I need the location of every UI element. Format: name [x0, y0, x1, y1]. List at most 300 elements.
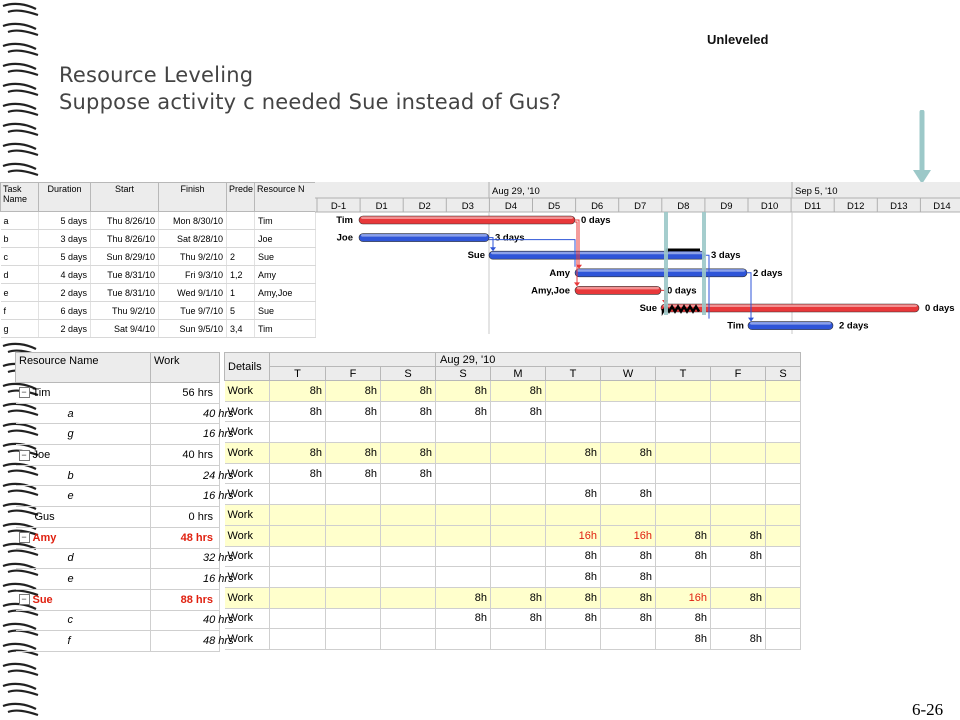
task-name-cell[interactable]: c	[1, 248, 39, 266]
task-duration-cell[interactable]: 2 days	[39, 320, 91, 338]
resource-work-cell[interactable]: 56 hrs	[151, 383, 220, 404]
work-hours-cell[interactable]	[601, 505, 656, 526]
work-hours-cell[interactable]	[711, 567, 766, 588]
work-hours-cell[interactable]	[381, 629, 436, 650]
gantt-arrow-icon	[748, 318, 754, 322]
task-duration-cell[interactable]: 3 days	[39, 230, 91, 248]
work-hours-cell[interactable]	[766, 484, 801, 505]
day-column-header[interactable]: F	[711, 367, 766, 381]
resource-name-cell[interactable]	[16, 445, 151, 466]
task-name-cell[interactable]: a	[1, 212, 39, 230]
task-row[interactable]	[1, 248, 316, 266]
collapse-toggle-icon[interactable]: −	[19, 387, 30, 398]
work-hours-cell[interactable]	[601, 629, 656, 650]
day-column-header[interactable]: F	[326, 367, 381, 381]
resource-row[interactable]	[16, 507, 220, 528]
detail-label: Work	[225, 443, 270, 464]
work-hours-cell[interactable]: 8h	[326, 443, 381, 464]
work-hours-cell[interactable]	[491, 567, 546, 588]
col-details[interactable]: Details	[225, 353, 270, 381]
task-resource-cell[interactable]: Tim	[255, 212, 316, 230]
work-hours-cell[interactable]	[381, 422, 436, 443]
resource-name-cell[interactable]	[16, 465, 151, 486]
resource-work-cell[interactable]: 32 hrs	[151, 548, 220, 569]
collapse-toggle-icon[interactable]: −	[19, 594, 30, 605]
task-start-cell[interactable]: Sat 9/4/10	[91, 320, 159, 338]
gantt-slack-label: 3 days	[495, 232, 525, 244]
task-predecessor-cell[interactable]: 3,4	[227, 320, 255, 338]
resource-name-text: e	[67, 490, 74, 503]
work-hours-cell[interactable]: 8h	[711, 629, 766, 650]
work-hours-cell[interactable]: 8h	[546, 546, 601, 567]
work-hours-cell[interactable]	[270, 422, 326, 443]
work-hours-cell[interactable]	[326, 546, 381, 567]
work-hours-cell[interactable]: 8h	[491, 401, 546, 422]
week-label-aug29: Aug 29, '10	[436, 353, 801, 367]
spiral-ring	[3, 104, 38, 115]
work-hours-cell[interactable]	[766, 443, 801, 464]
task-start-cell[interactable]: Tue 8/31/10	[91, 266, 159, 284]
gantt-resource-label: Sue	[467, 250, 485, 262]
gantt-day-label: D6	[591, 201, 604, 212]
gantt-day-label: D7	[634, 201, 647, 212]
work-hours-cell[interactable]	[491, 443, 546, 464]
work-hours-cell[interactable]	[656, 484, 711, 505]
work-hours-cell[interactable]	[546, 422, 601, 443]
task-finish-cell[interactable]: Tue 9/7/10	[159, 302, 227, 320]
col-predecessors[interactable]: Prede	[227, 183, 255, 212]
resource-usage-table	[15, 352, 234, 652]
work-hours-cell[interactable]	[656, 443, 711, 464]
task-row[interactable]	[1, 230, 316, 248]
gantt-day-label: D-1	[330, 201, 347, 212]
gantt-day-label: D14	[933, 201, 951, 212]
task-predecessor-cell[interactable]: 1	[227, 284, 255, 302]
spiral-ring	[3, 44, 38, 55]
detail-label: Work	[225, 505, 270, 526]
task-duration-cell[interactable]: 2 days	[39, 284, 91, 302]
resource-work-cell[interactable]: 40 hrs	[151, 445, 220, 466]
task-name-cell[interactable]: b	[1, 230, 39, 248]
resource-work-cell[interactable]: 16 hrs	[151, 486, 220, 507]
work-hours-cell[interactable]: 8h	[656, 525, 711, 546]
work-hours-cell[interactable]	[546, 401, 601, 422]
gantt-day-label: D9	[720, 201, 733, 212]
day-column-header[interactable]: T	[656, 367, 711, 381]
work-hours-cell[interactable]	[381, 608, 436, 629]
work-hours-cell[interactable]	[656, 463, 711, 484]
resource-row[interactable]	[16, 383, 220, 404]
work-hours-cell[interactable]	[436, 443, 491, 464]
resource-work-cell[interactable]: 48 hrs	[151, 527, 220, 548]
detail-label: Work	[225, 587, 270, 608]
work-hours-cell[interactable]: 8h	[546, 443, 601, 464]
work-hours-cell[interactable]	[766, 463, 801, 484]
work-hours-cell[interactable]: 8h	[491, 587, 546, 608]
gantt-resource-label: Amy	[549, 267, 570, 279]
work-hours-cell[interactable]	[436, 546, 491, 567]
task-row[interactable]	[1, 284, 316, 302]
assignment-row[interactable]	[16, 610, 220, 631]
work-hours-cell[interactable]	[270, 608, 326, 629]
assignment-row[interactable]	[16, 424, 220, 445]
work-hours-cell[interactable]	[766, 567, 801, 588]
work-hours-cell[interactable]: 8h	[436, 587, 491, 608]
work-hours-cell[interactable]	[766, 401, 801, 422]
work-hours-cell[interactable]	[656, 422, 711, 443]
resource-name-text: c	[67, 614, 73, 627]
task-finish-cell[interactable]: Sat 8/28/10	[159, 230, 227, 248]
work-hours-cell[interactable]	[766, 525, 801, 546]
spiral-ring	[3, 144, 38, 155]
work-hours-cell[interactable]	[436, 525, 491, 546]
resource-work-cell[interactable]: 16 hrs	[151, 424, 220, 445]
work-hours-cell[interactable]: 8h	[601, 443, 656, 464]
work-hours-cell[interactable]: 8h	[656, 546, 711, 567]
day-column-header[interactable]: T	[270, 367, 326, 381]
work-hours-cell[interactable]: 8h	[656, 608, 711, 629]
task-row[interactable]	[1, 302, 316, 320]
work-hours-cell[interactable]	[326, 525, 381, 546]
work-hours-cell[interactable]	[381, 567, 436, 588]
work-hours-cell[interactable]	[326, 505, 381, 526]
task-table-header	[1, 183, 316, 212]
work-hours-cell[interactable]: 8h	[601, 608, 656, 629]
work-hours-cell[interactable]: 8h	[601, 567, 656, 588]
work-hours-cell[interactable]: 8h	[270, 463, 326, 484]
work-hours-cell[interactable]: 8h	[546, 587, 601, 608]
work-hours-cell[interactable]: 8h	[326, 463, 381, 484]
task-resource-cell[interactable]: Amy	[255, 266, 316, 284]
day-column-header[interactable]: S	[766, 367, 801, 381]
resource-name-cell[interactable]	[16, 589, 151, 610]
usage-row	[225, 422, 801, 443]
work-hours-cell[interactable]: 8h	[491, 381, 546, 402]
assignment-row[interactable]	[16, 548, 220, 569]
work-hours-cell[interactable]	[601, 422, 656, 443]
work-hours-cell[interactable]: 8h	[436, 608, 491, 629]
detail-label: Work	[225, 567, 270, 588]
resource-name-text: Joe	[32, 448, 51, 461]
gantt-week-label: Aug 29, '10	[492, 186, 540, 197]
resource-name-cell[interactable]	[16, 527, 151, 548]
work-hours-cell[interactable]: 16h	[546, 525, 601, 546]
task-start-cell[interactable]: Thu 8/26/10	[91, 230, 159, 248]
work-hours-cell[interactable]	[766, 381, 801, 402]
work-hours-cell[interactable]: 8h	[711, 546, 766, 567]
work-hours-cell[interactable]: 8h	[270, 381, 326, 402]
work-hours-cell[interactable]	[546, 381, 601, 402]
work-hours-cell[interactable]	[546, 463, 601, 484]
title-line-1: Resource Leveling	[59, 63, 254, 87]
work-hours-cell[interactable]	[326, 629, 381, 650]
work-hours-cell[interactable]	[546, 629, 601, 650]
task-predecessor-cell[interactable]: 1,2	[227, 266, 255, 284]
work-hours-cell[interactable]	[601, 381, 656, 402]
resource-name-text: Gus	[34, 510, 55, 523]
col-task-name[interactable]: Task Name	[1, 183, 39, 212]
task-predecessor-cell[interactable]	[227, 230, 255, 248]
detail-label: Work	[225, 629, 270, 650]
usage-row	[225, 505, 801, 526]
work-hours-cell[interactable]: 8h	[546, 608, 601, 629]
work-hours-cell[interactable]	[766, 505, 801, 526]
task-duration-cell[interactable]: 5 days	[39, 212, 91, 230]
work-hours-cell[interactable]	[656, 381, 711, 402]
task-start-cell[interactable]: Thu 8/26/10	[91, 212, 159, 230]
work-hours-cell[interactable]	[270, 525, 326, 546]
work-hours-cell[interactable]	[491, 505, 546, 526]
work-hours-cell[interactable]	[711, 484, 766, 505]
task-row[interactable]	[1, 320, 316, 338]
gantt-day-label: D13	[890, 201, 908, 212]
work-hours-cell[interactable]	[711, 401, 766, 422]
work-hours-cell[interactable]	[270, 587, 326, 608]
task-predecessor-cell[interactable]: 2	[227, 248, 255, 266]
col-work[interactable]: Work	[151, 353, 220, 383]
day-column-header[interactable]: T	[546, 367, 601, 381]
assignment-row[interactable]	[16, 465, 220, 486]
resource-work-cell[interactable]: 24 hrs	[151, 465, 220, 486]
work-hours-cell[interactable]: 16h	[601, 525, 656, 546]
task-row[interactable]	[1, 266, 316, 284]
work-hours-cell[interactable]	[766, 546, 801, 567]
task-name-cell[interactable]: d	[1, 266, 39, 284]
work-hours-cell[interactable]	[326, 587, 381, 608]
work-hours-cell[interactable]	[711, 463, 766, 484]
work-hours-cell[interactable]	[656, 567, 711, 588]
col-start[interactable]: Start	[91, 183, 159, 212]
spiral-ring	[3, 704, 38, 715]
work-hours-cell[interactable]: 8h	[436, 401, 491, 422]
work-hours-cell[interactable]: 8h	[326, 381, 381, 402]
work-hours-cell[interactable]	[711, 505, 766, 526]
work-hours-cell[interactable]	[381, 525, 436, 546]
task-finish-cell[interactable]: Sun 9/5/10	[159, 320, 227, 338]
resource-name-cell[interactable]	[16, 610, 151, 631]
work-hours-cell[interactable]	[381, 505, 436, 526]
work-hours-cell[interactable]	[491, 629, 546, 650]
work-hours-cell[interactable]: 8h	[270, 443, 326, 464]
spiral-ring	[3, 684, 38, 695]
work-hours-cell[interactable]: 8h	[381, 463, 436, 484]
work-hours-cell[interactable]	[766, 422, 801, 443]
work-hours-cell[interactable]	[491, 422, 546, 443]
work-hours-cell[interactable]	[766, 629, 801, 650]
work-hours-cell[interactable]	[601, 463, 656, 484]
work-hours-cell[interactable]: 8h	[546, 484, 601, 505]
down-arrow-icon	[910, 110, 934, 190]
resource-work-cell[interactable]: 40 hrs	[151, 403, 220, 424]
task-predecessor-cell[interactable]	[227, 212, 255, 230]
work-hours-cell[interactable]	[711, 422, 766, 443]
resource-name-cell[interactable]	[16, 507, 151, 528]
task-finish-cell[interactable]: Mon 8/30/10	[159, 212, 227, 230]
work-hours-cell[interactable]: 8h	[601, 546, 656, 567]
resource-row[interactable]	[16, 589, 220, 610]
detail-label: Work	[225, 525, 270, 546]
page-number: 6-26	[912, 700, 944, 719]
work-hours-cell[interactable]	[436, 567, 491, 588]
work-hours-cell[interactable]	[711, 381, 766, 402]
gantt-day-label: D11	[804, 201, 822, 212]
spiral-ring	[3, 164, 38, 175]
task-predecessor-cell[interactable]: 5	[227, 302, 255, 320]
resource-name-cell[interactable]	[16, 486, 151, 507]
resource-name-text: Amy	[32, 531, 57, 544]
unleveled-label: Unleveled	[707, 32, 769, 47]
work-hours-cell[interactable]	[326, 484, 381, 505]
resource-work-cell[interactable]: 16 hrs	[151, 569, 220, 590]
work-hours-cell[interactable]: 8h	[326, 401, 381, 422]
task-resource-cell[interactable]: Sue	[255, 248, 316, 266]
resource-work-cell[interactable]: 48 hrs	[151, 631, 220, 652]
work-hours-cell[interactable]	[711, 443, 766, 464]
task-start-cell[interactable]: Sun 8/29/10	[91, 248, 159, 266]
resource-name-cell[interactable]	[16, 403, 151, 424]
work-hours-cell[interactable]	[546, 505, 601, 526]
work-hours-cell[interactable]	[491, 484, 546, 505]
work-hours-cell[interactable]: 8h	[436, 381, 491, 402]
resource-work-cell[interactable]: 0 hrs	[151, 507, 220, 528]
work-hours-cell[interactable]: 8h	[711, 587, 766, 608]
spiral-ring	[3, 24, 38, 35]
work-hours-cell[interactable]	[326, 608, 381, 629]
col-resource-name[interactable]: Resource Name	[16, 353, 151, 383]
col-finish[interactable]: Finish	[159, 183, 227, 212]
task-name-cell[interactable]: g	[1, 320, 39, 338]
work-hours-cell[interactable]	[381, 484, 436, 505]
work-hours-cell[interactable]: 8h	[381, 381, 436, 402]
gantt-day-label: D12	[847, 201, 865, 212]
work-hours-cell[interactable]	[491, 525, 546, 546]
work-hours-cell[interactable]	[436, 422, 491, 443]
assignment-row[interactable]	[16, 403, 220, 424]
usage-row	[225, 484, 801, 505]
task-duration-cell[interactable]: 6 days	[39, 302, 91, 320]
resource-work-cell[interactable]: 40 hrs	[151, 610, 220, 631]
task-row[interactable]	[1, 212, 316, 230]
work-hours-cell[interactable]: 8h	[601, 484, 656, 505]
detail-label: Work	[225, 401, 270, 422]
work-hours-cell[interactable]	[436, 629, 491, 650]
work-hours-cell[interactable]	[381, 587, 436, 608]
collapse-toggle-icon[interactable]: −	[19, 532, 30, 543]
col-duration[interactable]: Duration	[39, 183, 91, 212]
task-name-cell[interactable]: e	[1, 284, 39, 302]
work-hours-cell[interactable]	[326, 567, 381, 588]
usage-row	[225, 567, 801, 588]
collapse-toggle-icon[interactable]: −	[19, 450, 30, 461]
work-hours-cell[interactable]	[766, 608, 801, 629]
day-column-header[interactable]: S	[381, 367, 436, 381]
resource-name-text: d	[67, 552, 74, 565]
gantt-resource-label: Joe	[336, 232, 353, 244]
work-hours-cell[interactable]: 8h	[601, 587, 656, 608]
task-start-cell[interactable]: Tue 8/31/10	[91, 284, 159, 302]
work-hours-cell[interactable]: 8h	[546, 567, 601, 588]
work-hours-cell[interactable]: 8h	[656, 629, 711, 650]
work-hours-cell[interactable]: 8h	[491, 608, 546, 629]
spiral-ring	[3, 4, 38, 15]
gantt-slack-label: 2 days	[753, 267, 783, 279]
gantt-day-label: D5	[547, 201, 561, 212]
work-hours-cell[interactable]	[381, 546, 436, 567]
work-hours-cell[interactable]: 8h	[381, 401, 436, 422]
gantt-slack-label: 0 days	[925, 303, 955, 314]
assignment-row[interactable]	[16, 569, 220, 590]
task-name-cell[interactable]: f	[1, 302, 39, 320]
resource-name-cell[interactable]	[16, 569, 151, 590]
work-hours-cell[interactable]	[326, 422, 381, 443]
work-hours-cell[interactable]	[491, 546, 546, 567]
gantt-slack-label: 0 days	[667, 285, 697, 297]
work-hours-cell[interactable]: 16h	[656, 587, 711, 608]
task-start-cell[interactable]: Thu 9/2/10	[91, 302, 159, 320]
work-hours-cell[interactable]	[270, 567, 326, 588]
work-hours-cell[interactable]	[601, 401, 656, 422]
work-hours-cell[interactable]	[491, 463, 546, 484]
assignment-row[interactable]	[16, 486, 220, 507]
work-hours-cell[interactable]	[436, 484, 491, 505]
resource-name-cell[interactable]	[16, 548, 151, 569]
resource-row[interactable]	[16, 445, 220, 466]
detail-label: Work	[225, 608, 270, 629]
task-finish-cell[interactable]: Fri 9/3/10	[159, 266, 227, 284]
spiral-ring	[3, 84, 38, 95]
resource-name-cell[interactable]	[16, 383, 151, 404]
work-hours-cell[interactable]: 8h	[381, 443, 436, 464]
task-resource-cell[interactable]: Sue	[255, 302, 316, 320]
task-resource-cell[interactable]: Tim	[255, 320, 316, 338]
resource-name-cell[interactable]	[16, 424, 151, 445]
detail-label: Work	[225, 463, 270, 484]
work-hours-cell[interactable]	[436, 505, 491, 526]
resource-work-cell[interactable]: 88 hrs	[151, 589, 220, 610]
day-column-header[interactable]: S	[436, 367, 491, 381]
task-resource-cell[interactable]: Amy,Joe	[255, 284, 316, 302]
work-hours-cell[interactable]: 8h	[270, 401, 326, 422]
work-hours-cell[interactable]	[270, 546, 326, 567]
work-hours-cell[interactable]	[270, 505, 326, 526]
task-duration-cell[interactable]: 4 days	[39, 266, 91, 284]
assignment-row[interactable]	[16, 631, 220, 652]
task-resource-cell[interactable]: Joe	[255, 230, 316, 248]
resource-name-cell[interactable]	[16, 631, 151, 652]
gantt-day-label: D2	[418, 201, 431, 212]
col-resource-names[interactable]: Resource N	[255, 183, 316, 212]
task-finish-cell[interactable]: Wed 9/1/10	[159, 284, 227, 302]
gantt-week-label: Sep 5, '10	[795, 186, 838, 197]
work-hours-cell[interactable]	[270, 484, 326, 505]
gantt-slack-label: 2 days	[839, 320, 869, 332]
detail-label: Work	[225, 484, 270, 505]
gantt-resource-label: Tim	[727, 320, 744, 332]
work-hours-cell[interactable]: 8h	[711, 525, 766, 546]
work-hours-cell[interactable]	[436, 463, 491, 484]
work-hours-cell[interactable]	[270, 629, 326, 650]
work-hours-cell[interactable]	[711, 608, 766, 629]
work-hours-cell[interactable]	[656, 401, 711, 422]
work-hours-cell[interactable]	[766, 587, 801, 608]
work-hours-cell[interactable]	[656, 505, 711, 526]
day-column-header[interactable]: W	[601, 367, 656, 381]
task-finish-cell[interactable]: Thu 9/2/10	[159, 248, 227, 266]
task-duration-cell[interactable]: 5 days	[39, 248, 91, 266]
resource-row[interactable]	[16, 527, 220, 548]
day-column-header[interactable]: M	[491, 367, 546, 381]
resource-name-text: g	[67, 428, 74, 441]
